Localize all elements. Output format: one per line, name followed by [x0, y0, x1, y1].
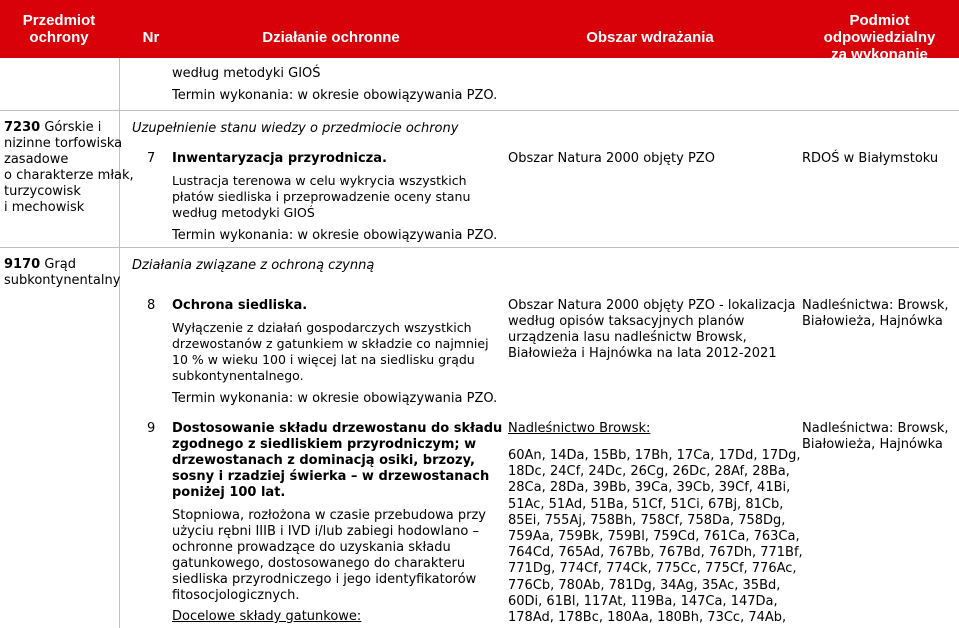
subject-line: turzycowisk: [4, 184, 81, 199]
action-title: [172, 421, 502, 501]
row-divider: [0, 247, 959, 248]
subject-name: Grąd: [40, 257, 76, 272]
action-line: płatów siedliska i przeprowadzenie oceny stanu: [172, 189, 471, 204]
desc-line: gatunkowego, dostosowanego do charakteru: [172, 556, 466, 571]
area-line: według opisów taksacyjnych planów: [508, 314, 745, 329]
action-line: 10 % w wieku 100 i więcej lat na siedlisku grądu: [172, 352, 475, 367]
subject-9170: [4, 257, 120, 289]
action-nr: 7: [147, 151, 156, 166]
responsible-text: [802, 421, 949, 453]
action-title: Ochrona siedliska.: [172, 298, 308, 313]
subject-7230: [4, 120, 134, 216]
title-line: drzewostanach z dominacją osiki, brzozy,: [172, 453, 475, 468]
action-title: Inwentaryzacja przyrodnicza.: [172, 151, 387, 166]
area-line: Białowieża i Hajnówka na lata 2012-2021: [508, 346, 777, 361]
subject-code: 9170: [4, 257, 41, 272]
top-term: Termin wykonania: w okresie obowiązywania PZO.: [172, 88, 498, 103]
header-action: Działanie ochronne: [262, 29, 400, 46]
desc-line: ochronne prowadzące do uzyskania składu: [172, 540, 451, 555]
subject-line: o charakterze młak,: [4, 168, 134, 183]
section-title: Działania związane z ochroną czynną: [132, 258, 375, 273]
responsible-text: [802, 298, 949, 330]
subject-line: zasadowe: [4, 152, 69, 167]
area-line: 28Ca, 28Da, 39Bb, 39Ca, 39Cb, 39Cf, 41Bi,: [508, 480, 791, 496]
desc-line: Stopniowa, rozłożona w czasie przebudowa przy: [172, 508, 486, 523]
subject-line: i mechowisk: [4, 200, 85, 215]
action-line: Wyłączenie z działań gospodarczych wszystkich: [172, 320, 472, 335]
action-line: subkontynentalnego.: [172, 368, 304, 383]
subject-line: subkontynentalny: [4, 273, 121, 288]
responsible-line: Nadleśnictwa: Browsk,: [802, 298, 949, 313]
area-label: Nadleśnictwo Browsk:: [508, 421, 651, 436]
area-text: [508, 298, 795, 362]
desc-line: użyciu rębni IIIB i IVD i/lub zabiegi hodowlano –: [172, 524, 479, 539]
action-line: według metodyki GIOŚ: [172, 205, 315, 220]
header-responsible-line3: za wykonanie: [831, 46, 928, 63]
title-line: poniżej 100 lat.: [172, 485, 286, 500]
subject-line: nizinne torfowiska: [4, 136, 123, 151]
area-list: [508, 448, 803, 626]
action-line: drzewostanów z gatunkiem w składzie co najmniej: [172, 336, 489, 351]
area-line: urządzenia lasu nadleśnictw Browsk,: [508, 330, 747, 345]
header-responsible-line2: odpowiedzialny: [823, 29, 936, 46]
action-description: [172, 320, 489, 384]
action-description: [172, 173, 470, 221]
action-term: Termin wykonania: w okresie obowiązywania PZO.: [172, 228, 498, 243]
area-line: 18Dc, 24Cf, 24Dc, 26Cg, 26Dc, 28Af, 28Ba,: [508, 464, 790, 480]
title-line: zgodnego z siedliskiem przyrodniczym; w: [172, 437, 477, 452]
responsible-line: Białowieża, Hajnówka: [802, 437, 943, 452]
action-nr: 9: [147, 421, 156, 436]
title-line: sosny i rzadziej świerka – w drzewostanach: [172, 469, 490, 484]
action-term: Termin wykonania: w okresie obowiązywania PZO.: [172, 391, 498, 406]
header-nr: Nr: [142, 29, 160, 46]
area-line: 85Ei, 755Aj, 758Bh, 758Cf, 758Da, 758Dg,: [508, 512, 786, 528]
area-line: 178Ad, 178Bc, 180Aa, 180Bh, 73Cc, 74Ab,: [508, 610, 787, 626]
subject-code: 7230: [4, 120, 41, 135]
action-nr: 8: [147, 298, 156, 313]
header-area: Obszar wdrażania: [586, 29, 714, 46]
responsible-line: Białowieża, Hajnówka: [802, 314, 943, 329]
header-subject: [0, 12, 118, 46]
composition-label: Docelowe składy gatunkowe:: [172, 609, 362, 624]
area-line: 776Cb, 780Ab, 781Dg, 34Ag, 35Ac, 35Bd,: [508, 577, 781, 593]
title-line: Dostosowanie składu drzewostanu do składu: [172, 421, 503, 436]
section-title: Uzupełnienie stanu wiedzy o przedmiocie ochrony: [132, 121, 459, 136]
desc-line: fitosocjologicznych.: [172, 588, 300, 603]
header-subject-line2: ochrony: [29, 29, 89, 46]
area-line: 759Aa, 759Bk, 759Bl, 759Cd, 761Ca, 763Ca,: [508, 529, 800, 545]
desc-line: siedliska przyrodniczego i jego identyfikatorów: [172, 572, 477, 587]
area-line: Obszar Natura 2000 objęty PZO - lokalizacja: [508, 298, 796, 313]
area-text: Obszar Natura 2000 objęty PZO: [508, 151, 715, 166]
header-responsible: [800, 12, 959, 63]
subject-name: Górskie i: [40, 120, 102, 135]
area-line: 60An, 14Da, 15Bb, 17Bh, 17Ca, 17Dd, 17Dg,: [508, 448, 801, 463]
header-subject-line1: Przedmiot: [22, 12, 96, 29]
area-line: 764Cd, 765Ad, 767Bb, 767Bd, 767Dh, 771Bf,: [508, 545, 803, 561]
responsible-line: Nadleśnictwa: Browsk,: [802, 421, 949, 436]
action-description: [172, 508, 486, 604]
responsible-text: RDOŚ w Białymstoku: [802, 151, 939, 166]
row-divider: [0, 110, 959, 111]
header-responsible-line1: Podmiot: [849, 12, 910, 29]
area-line: 60Di, 61Bl, 117At, 119Ba, 147Ca, 147Da,: [508, 593, 778, 609]
top-method-line: według metodyki GIOŚ: [172, 66, 321, 81]
area-line: 51Ac, 51Ad, 51Ba, 51Cf, 51Ci, 67Bj, 81Cb,: [508, 496, 784, 512]
area-line: 771Dg, 774Cf, 774Ck, 775Cc, 775Cf, 776Ac,: [508, 561, 797, 577]
action-line: Lustracja terenowa w celu wykrycia wszystkich: [172, 173, 467, 188]
